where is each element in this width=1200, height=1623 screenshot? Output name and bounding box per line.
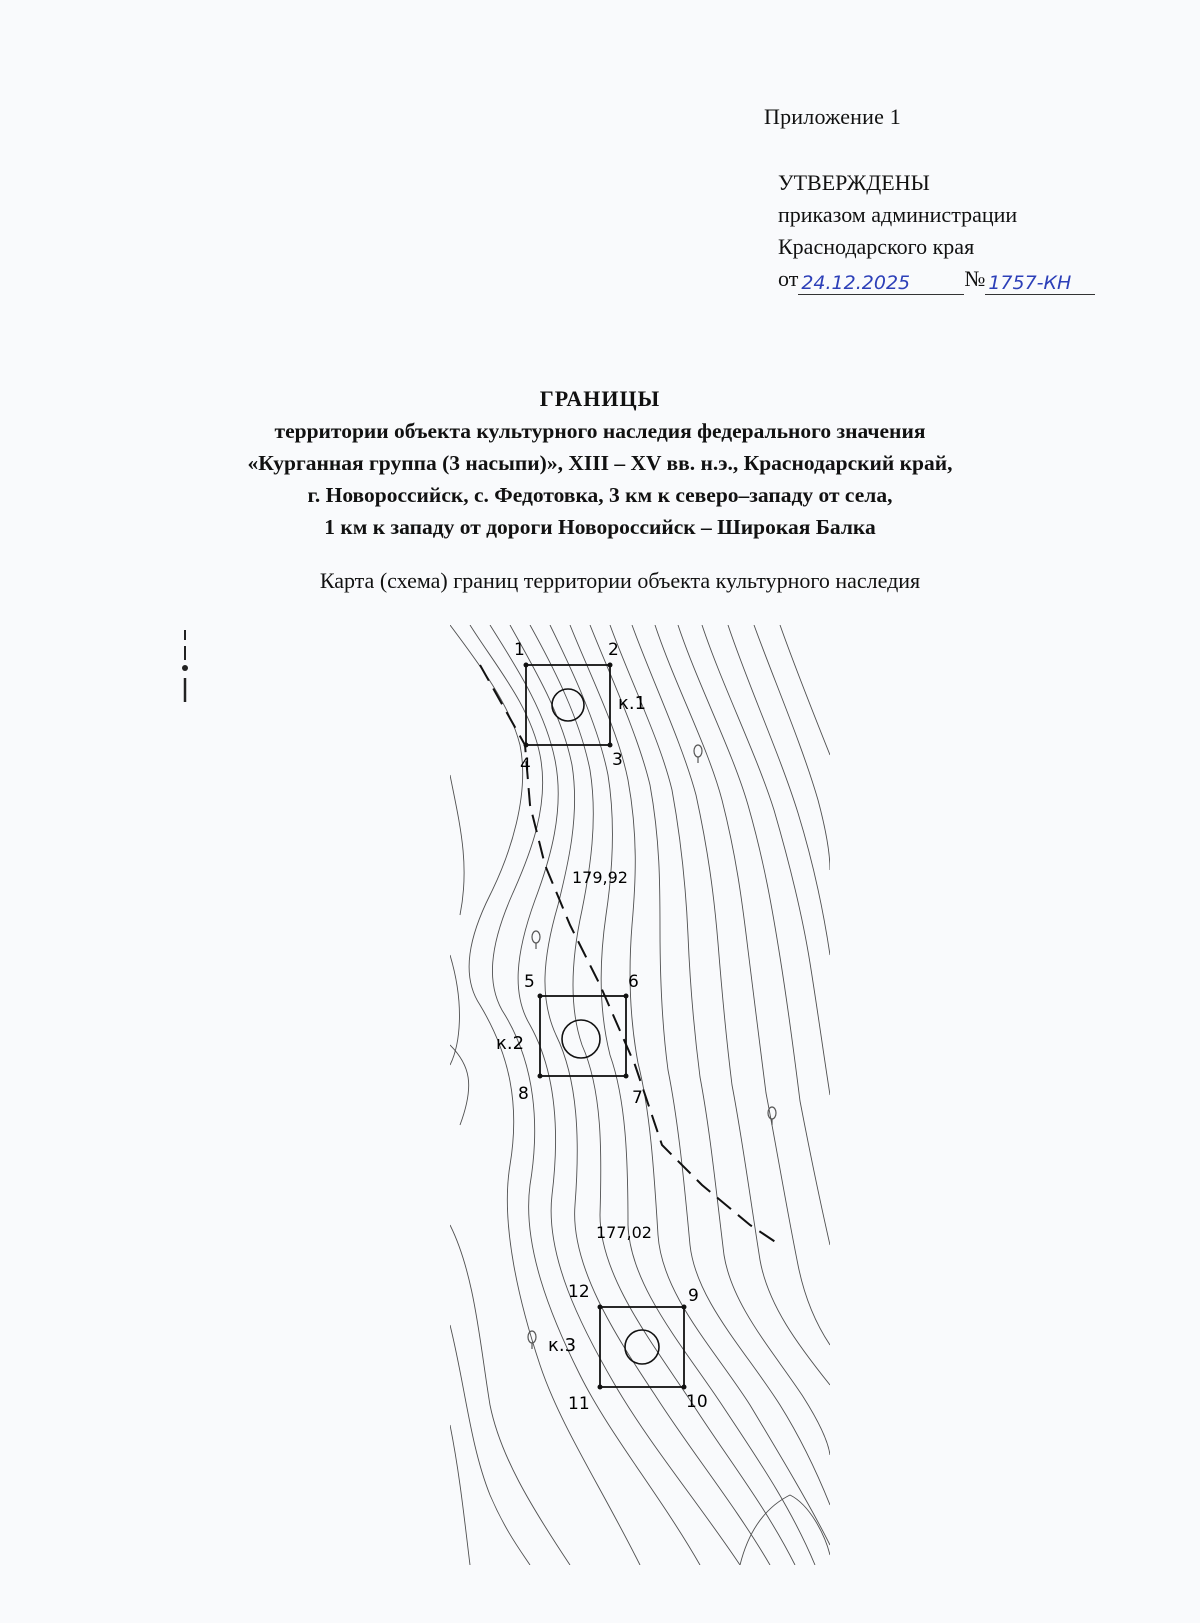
title-line: 1 км к западу от дороги Новороссийск – Широкая Балка — [324, 515, 876, 539]
point-label-1: 1 — [514, 640, 525, 660]
point-label-2: 2 — [608, 640, 619, 660]
title-line: территории объекта культурного наследия федерального значения — [274, 419, 926, 443]
handwritten-date: 24.12.2025 — [798, 272, 964, 295]
point-label-10: 10 — [686, 1392, 708, 1412]
point-label-9: 9 — [688, 1286, 699, 1306]
point-label-8: 8 — [518, 1084, 529, 1104]
elevation-label-2: 177,02 — [596, 1223, 652, 1242]
point-label-11: 11 — [568, 1394, 590, 1414]
from-label: от — [778, 266, 799, 291]
mound-circle-3 — [625, 1330, 659, 1364]
boundary-map — [450, 625, 830, 1565]
appendix-label: Приложение 1 — [764, 104, 901, 129]
tree-icon — [528, 745, 776, 1349]
point-label-6: 6 — [628, 972, 639, 992]
document-title — [0, 383, 1200, 543]
approval-block — [778, 167, 1095, 295]
point-label-5: 5 — [524, 972, 535, 992]
order-label: приказом администрации — [778, 202, 1018, 227]
mound-circle-1 — [552, 689, 584, 721]
mound-1 — [514, 640, 646, 775]
title-line: «Курганная группа (3 насыпи)», XIII – XV вв. н.э., Краснодарский край, — [247, 451, 953, 475]
mound-label-1: к.1 — [618, 693, 647, 714]
approved-label: УТВЕРЖДЕНЫ — [778, 170, 930, 195]
elevation-label-1: 179,92 — [572, 868, 628, 887]
handwritten-number: 1757-КН — [985, 272, 1095, 295]
mound-label-3: к.3 — [548, 1335, 577, 1356]
title-heading: ГРАНИЦЫ — [539, 386, 661, 411]
number-label: № — [964, 266, 986, 291]
point-label-12: 12 — [568, 1282, 590, 1302]
map-caption: Карта (схема) границ территории объекта культурного наследия — [319, 568, 921, 593]
point-label-4: 4 — [520, 755, 531, 775]
point-label-7: 7 — [632, 1088, 643, 1108]
mound-label-2: к.2 — [496, 1033, 525, 1054]
margin-mark — [178, 630, 192, 710]
mound-circle-2 — [562, 1020, 600, 1058]
order-date-line — [778, 263, 1095, 295]
mound-2 — [496, 972, 643, 1108]
region-label: Краснодарского края — [778, 234, 975, 259]
title-line: г. Новороссийск, с. Федотовка, 3 км к северо–западу от села, — [307, 483, 893, 507]
mound-3 — [548, 1282, 708, 1414]
point-label-3: 3 — [612, 750, 623, 770]
